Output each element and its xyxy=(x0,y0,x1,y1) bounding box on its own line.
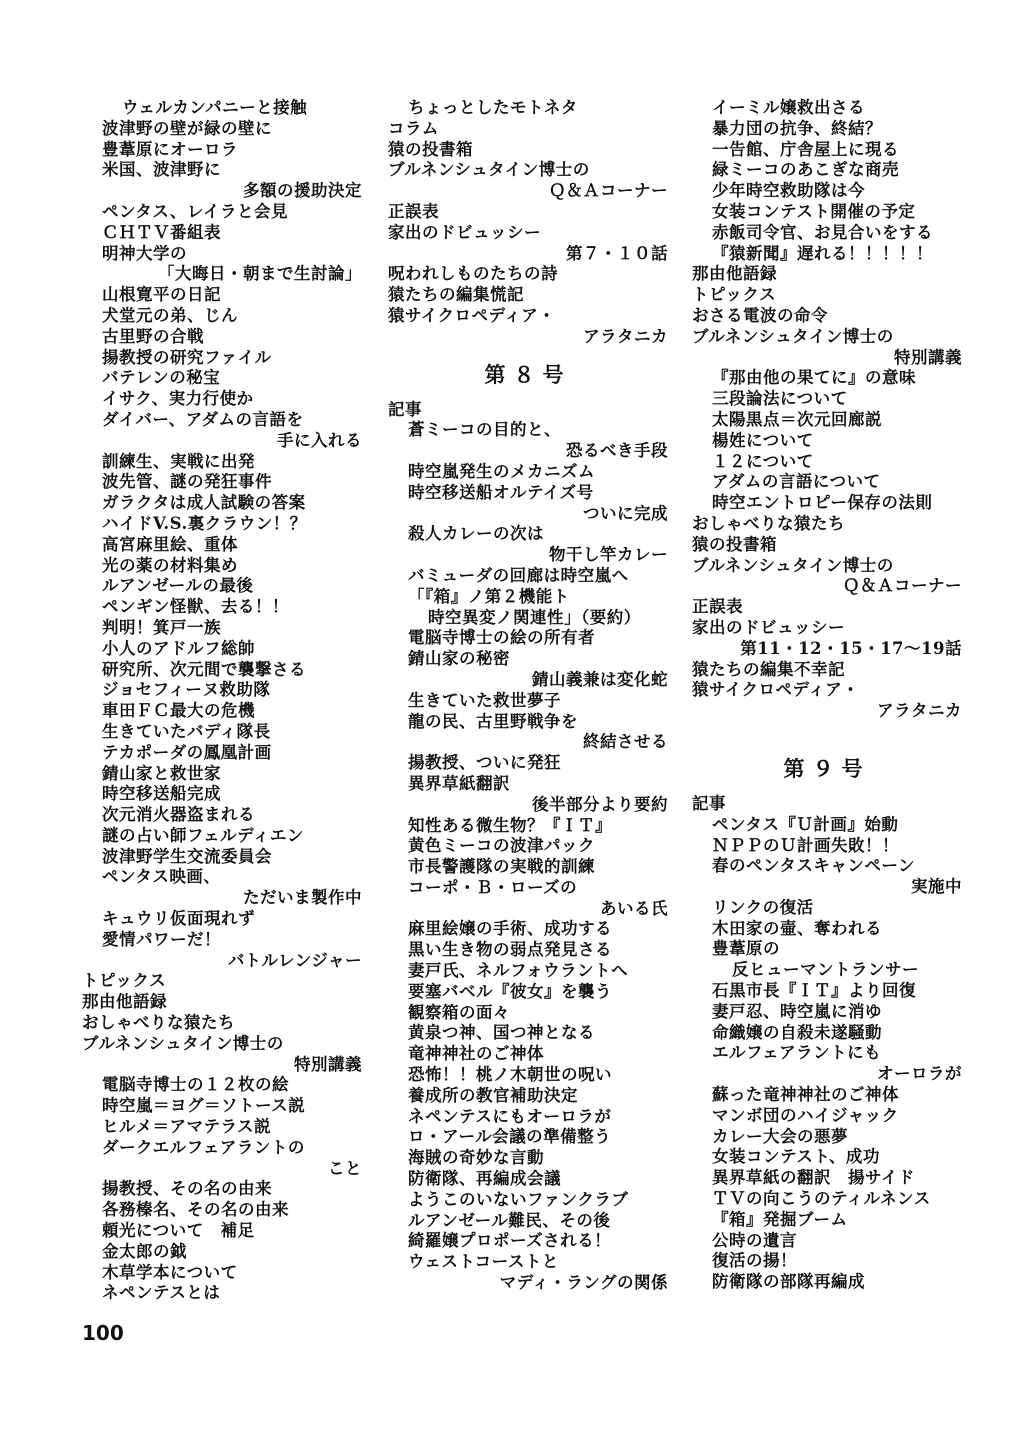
index-entry: 石黒市長『ＩＴ』より回復 xyxy=(712,981,916,1001)
index-entry: ロ・アール会議の準備整う xyxy=(408,1127,612,1147)
index-entry: ブルネンシュタイン博士の xyxy=(692,326,894,346)
spacer xyxy=(692,722,962,742)
index-entry: 山根寛平の日記 xyxy=(102,285,221,305)
index-entry: 暴力団の抗争、終結？ xyxy=(712,118,882,138)
index-entry: 光の薬の材料集め xyxy=(102,555,238,575)
index-entry: 特別講義 xyxy=(294,1054,362,1074)
index-entry: 波津野の壁が緑の壁に xyxy=(102,118,272,138)
index-entry: 次元消火器盗まれる xyxy=(102,805,255,825)
index-entry: 綺羅嬢プロポーズされる！ xyxy=(408,1231,612,1251)
index-entry: トピックス xyxy=(692,285,777,305)
index-entry: 反ヒューマントランサー xyxy=(732,960,919,980)
index-entry: 錆山義兼は変化蛇 xyxy=(532,669,668,689)
index-entry: １２について xyxy=(712,451,814,471)
index-entry: 小人のアドルフ総帥 xyxy=(102,638,255,658)
index-entry: 波先管、謎の発狂事件 xyxy=(102,472,272,492)
index-entry: 愛情パワーだ！ xyxy=(102,929,221,949)
index-entry: おさる電波の命令 xyxy=(692,305,828,325)
index-entry: 記事 xyxy=(388,399,422,419)
column-right xyxy=(692,98,962,1293)
index-entry: 観察箱の面々 xyxy=(408,1002,510,1022)
index-entry: 第７・１０話 xyxy=(566,243,668,263)
index-entry: ブルネンシュタイン博士の xyxy=(388,160,590,180)
index-entry: コラム xyxy=(388,118,439,138)
index-entry: 妻戸忍、時空嵐に消ゆ xyxy=(712,1001,882,1021)
index-entry: 春のペンタスキャンペーン xyxy=(712,856,916,876)
index-entry: テカポーダの鳳凰計画 xyxy=(102,742,272,762)
issue-heading: 第９号 xyxy=(783,755,871,781)
index-entry: 蘇った竜神神社のご神体 xyxy=(712,1085,899,1105)
index-entry: Ｑ＆Ａコーナー xyxy=(549,181,668,201)
index-entry: 各務榛名、その名の由来 xyxy=(102,1200,289,1220)
index-entry: ブルネンシュタイン博士の xyxy=(692,555,894,575)
index-entry: 市長警護隊の実戦的訓練 xyxy=(408,857,595,877)
index-entry: ちょっとしたモトネタ xyxy=(408,98,578,117)
index-entry: アダムの言語について xyxy=(712,472,881,492)
index-entry: 三段論法について xyxy=(712,389,848,409)
index-entry: 家出のドビュッシー xyxy=(388,222,541,242)
index-entry: 「大晦日・朝まで生討論」 xyxy=(158,264,362,284)
index-entry: 第11・12・15・17〜19話 xyxy=(740,638,962,658)
index-entry: 錆山家の秘密 xyxy=(408,649,510,669)
index-entry: ルアンゼールの最後 xyxy=(102,576,254,596)
index-entry: ようこのいないファンクラブ xyxy=(408,1189,629,1209)
index-entry: 女装コンテスト、成功 xyxy=(712,1147,880,1167)
index-entry: こと xyxy=(328,1158,362,1178)
index-entry: バトルレンジャー xyxy=(227,950,362,970)
index-entry: 時空異変ノ関連性」（要約） xyxy=(428,607,641,627)
index-entry: ダイバー、アダムの言語を xyxy=(102,409,304,429)
issue-heading: 第８号 xyxy=(484,361,572,387)
index-entry: 呪われしものたちの詩 xyxy=(388,264,558,284)
index-entry: 豊葦原にオーロラ xyxy=(102,139,238,159)
index-entry: ダークエルフェアラントの xyxy=(102,1137,305,1157)
index-entry: 生きていた救世夢子 xyxy=(408,690,561,710)
index-entry: 猿たちの編集不幸記 xyxy=(692,659,845,679)
index-entry: あいる氏 xyxy=(600,898,668,918)
index-entry: 麻里絵嬢の手術、成功する xyxy=(408,919,612,939)
index-entry: ハイドV.S.裏クラウン！？ xyxy=(102,513,307,533)
index-entry: 猿の投書箱 xyxy=(388,139,473,159)
index-entry: ペンタス映画、 xyxy=(102,867,221,887)
index-entry: 豊葦原の xyxy=(712,939,780,959)
index-entry: 黄泉つ神、国つ神となる xyxy=(408,1023,595,1043)
index-entry: コーポ・Ｂ・ローズの xyxy=(408,877,578,897)
index-entry: Ｑ＆Ａコーナー xyxy=(843,576,962,596)
index-entry: 時空移送船完成 xyxy=(102,784,221,804)
index-entry: 復活の揚！ xyxy=(712,1251,797,1271)
index-entry: おしゃべりな猿たち xyxy=(82,1013,235,1033)
index-entry: 猿サイクロペディア・ xyxy=(388,305,556,325)
index-entry: 手に入れる xyxy=(277,430,362,450)
index-entry: 特別講義 xyxy=(894,347,962,367)
index-entry: 防衛隊、再編成会議 xyxy=(408,1169,561,1189)
index-entry: 那由他語録 xyxy=(82,992,167,1012)
index-entry: 恐怖！！桃ノ木朝世の呪い xyxy=(408,1065,612,1085)
index-entry: 錆山家と救世家 xyxy=(102,763,221,783)
index-entry: ヒルメ＝アマテラス説 xyxy=(102,1117,272,1137)
column-left xyxy=(82,98,362,1304)
index-entry: 要塞バベル『彼女』を襲う xyxy=(408,981,612,1001)
index-entry: ＴＶの向こうのティルネンス xyxy=(712,1189,931,1209)
index-entry: 揚教授の研究ファイル xyxy=(102,347,272,367)
index-entry: 謎の占い師フェルディエン xyxy=(102,825,304,845)
index-entry: 防衛隊の部隊再編成 xyxy=(712,1272,865,1292)
index-entry: 多額の援助決定 xyxy=(243,181,362,201)
index-entry: 養成所の教官補助決定 xyxy=(408,1085,578,1105)
index-entry: 一告館、庁舎屋上に現る xyxy=(712,139,899,159)
index-entry: ウェルカンパニーと接触 xyxy=(122,98,308,117)
index-entry: 蒼ミーコの目的と、 xyxy=(408,420,561,440)
index-entry: エルフェアラントにも xyxy=(712,1043,882,1063)
index-entry: 車田ＦＣ最大の危機 xyxy=(102,701,255,721)
index-entry: 犬堂元の弟、じん xyxy=(102,305,238,325)
index-entry: 太陽黒点＝次元回廊説 xyxy=(712,409,882,429)
index-entry: 時空エントロピー保存の法則 xyxy=(712,493,933,513)
index-entry: 金太郎の鉞 xyxy=(102,1241,187,1261)
index-entry: バテレンの秘宝 xyxy=(102,368,221,388)
index-entry: ネペンテスにもオーロラが xyxy=(408,1106,612,1126)
index-entry: 正誤表 xyxy=(692,597,743,617)
index-entry: バミューダの回廊は時空嵐へ xyxy=(408,565,629,585)
index-entry: 猿の投書箱 xyxy=(692,534,777,554)
index-entry: ＮＰＰのＵ計画失敗！！ xyxy=(712,835,899,855)
index-entry: 竜神神社のご神体 xyxy=(408,1044,544,1064)
index-entry: 古里野の合戦 xyxy=(102,326,204,346)
index-entry: アラタニカ xyxy=(877,701,962,721)
index-entry: 龍の民、古里野戦争を xyxy=(408,711,578,731)
index-entry: ただいま製作中 xyxy=(243,888,362,908)
index-entry: 木草学本について xyxy=(102,1262,238,1282)
index-entry: 終結させる xyxy=(583,732,668,752)
index-entry: 異界草紙の翻訳 揚サイド xyxy=(712,1168,915,1188)
index-entry: 赤飯司令官、お見合いをする xyxy=(712,222,933,242)
index-entry: 那由他語録 xyxy=(692,264,777,284)
index-entry: 揚教授、ついに発狂 xyxy=(408,753,561,773)
index-entry: ＣＨＴＶ番組表 xyxy=(102,222,221,242)
index-entry: 『那由他の果てに』の意味 xyxy=(712,368,916,388)
index-entry: 猿サイクロペディア・ xyxy=(692,680,860,700)
index-entry: リンクの復活 xyxy=(712,897,814,917)
index-entry: 実施中 xyxy=(911,877,962,897)
index-entry: 訓練生、実戦に出発 xyxy=(102,451,255,471)
index-entry: 高宮麻里絵、重体 xyxy=(102,534,238,554)
index-entry: キュウリ仮面現れず xyxy=(102,909,255,929)
index-entry: イーミル嬢救出さる xyxy=(712,98,865,117)
index-entry: 『猿新聞』遅れる！！！！！ xyxy=(712,243,933,263)
index-entry: 時空嵐＝ヨグ＝ソトース説 xyxy=(102,1096,306,1116)
index-entry: 波津野学生交流委員会 xyxy=(102,846,272,866)
index-entry: 恐るべき手段 xyxy=(566,441,668,461)
index-entry: 電脳寺博士の絵の所有者 xyxy=(408,628,595,648)
index-entry: 楊姓について xyxy=(712,430,814,450)
index-entry: 海賊の奇妙な言動 xyxy=(408,1148,544,1168)
index-entry: 黄色ミーコの波津パック xyxy=(408,836,595,856)
index-entry: ルアンゼール難民、その後 xyxy=(408,1210,611,1230)
index-entry: ウェストコーストと xyxy=(408,1252,559,1272)
index-entry: 「『箱』ノ第２機能ト xyxy=(408,586,570,606)
index-entry: 異界草紙翻訳 xyxy=(408,773,510,793)
column-middle xyxy=(388,98,668,1294)
index-entry: カレー大会の悪夢 xyxy=(712,1126,848,1146)
index-entry: 正誤表 xyxy=(388,201,439,221)
index-entry: 米国、波津野に xyxy=(102,160,221,180)
index-entry: 物干し竿カレー xyxy=(549,545,668,565)
index-entry: 殺人カレーの次は xyxy=(408,524,544,544)
index-entry: 緑ミーコのあこぎな商売 xyxy=(712,160,899,180)
index-entry: アラタニカ xyxy=(583,326,668,346)
index-entry: オーロラが xyxy=(877,1064,962,1084)
index-entry: ネペンテスとは xyxy=(102,1283,221,1303)
index-entry: 命織嬢の自殺未遂騒動 xyxy=(712,1022,882,1042)
index-entry: 時空移送船オルテイズ号 xyxy=(408,482,594,502)
index-entry: マンボ団のハイジャック xyxy=(712,1105,899,1125)
index-entry: 研究所、次元間で襲撃さる xyxy=(102,659,306,679)
index-entry: ペンギン怪獣、去る！！ xyxy=(102,597,289,617)
index-entry: ガラクタは成人試験の答案 xyxy=(102,493,306,513)
index-entry: 家出のドビュッシー xyxy=(692,617,845,637)
index-entry: 記事 xyxy=(692,793,726,813)
index-entry: 明神大学の xyxy=(102,243,187,263)
index-entry: ジョセフィーヌ救助隊 xyxy=(102,680,271,700)
index-entry: イサク、実力行使か xyxy=(102,389,254,409)
index-entry: 時空嵐発生のメカニズム xyxy=(408,461,595,481)
index-entry: 黒い生き物の弱点発見さる xyxy=(408,940,612,960)
index-entry: 少年時空救助隊は今 xyxy=(712,181,865,201)
index-entry: マディ・ラングの関係 xyxy=(499,1273,668,1293)
index-entry: 判明！箕戸一族 xyxy=(102,617,221,637)
index-entry: ペンタス『Ｕ計画』始動 xyxy=(712,814,899,834)
index-entry: 頼光について 補足 xyxy=(102,1221,255,1241)
page-number: 100 xyxy=(82,1321,124,1345)
index-entry: 生きていたバディ隊長 xyxy=(102,721,271,741)
index-entry: 木田家の壷、奪われる xyxy=(712,918,882,938)
index-entry: ブルネンシュタイン博士の xyxy=(82,1033,284,1053)
index-entry: 『箱』発掘ブーム xyxy=(712,1209,848,1229)
index-entry: 女装コンテスト開催の予定 xyxy=(712,201,916,221)
index-entry: 公時の遺言 xyxy=(712,1230,797,1250)
index-entry: ついに完成 xyxy=(583,503,668,523)
index-entry: 揚教授、その名の由来 xyxy=(102,1179,272,1199)
index-entry: 妻戸氏、ネルフォウラントへ xyxy=(408,961,629,981)
index-entry: 電脳寺博士の１２枚の絵 xyxy=(102,1075,289,1095)
index-entry: おしゃべりな猿たち xyxy=(692,513,845,533)
index-entry: トピックス xyxy=(82,971,167,991)
index-entry: ペンタス、レイラと会見 xyxy=(102,201,289,221)
index-entry: 知性ある微生物？『ＩＴ』 xyxy=(408,815,612,835)
index-entry: 猿たちの編集慌記 xyxy=(388,285,524,305)
index-entry: 後半部分より要約 xyxy=(532,794,668,814)
